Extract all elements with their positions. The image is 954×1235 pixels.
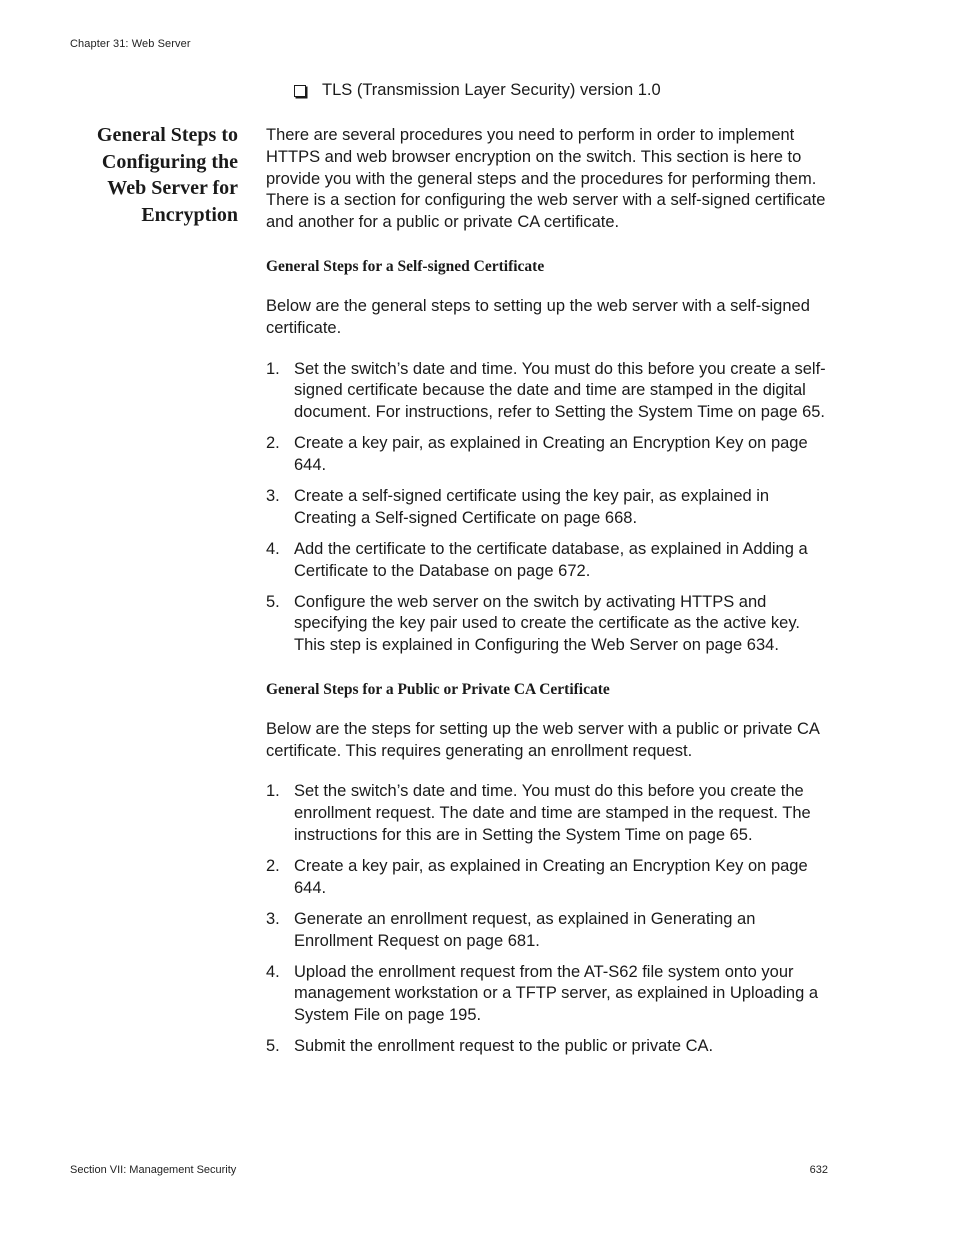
step-text: Set the switch’s date and time. You must do this before you create the enrollment request. The date and time are stamped in the request. The instructions for this are in Setting the System Time on page 65. bbox=[294, 782, 811, 845]
step-text: Create a key pair, as explained in Creating an Encryption Key on page 644. bbox=[294, 857, 808, 897]
list-item bbox=[266, 1036, 831, 1058]
step-number: 5. bbox=[266, 592, 280, 611]
running-header: Chapter 31: Web Server bbox=[70, 38, 191, 50]
step-text: Create a key pair, as explained in Creating an Encryption Key on page 644. bbox=[294, 434, 808, 474]
list-item bbox=[266, 781, 831, 846]
tls-bullet-text: TLS (Transmission Layer Security) version 1.0 bbox=[322, 81, 661, 99]
section-intro: There are several procedures you need to perform in order to implement HTTPS and web browser encryption on the switch. This section is here to provide you with the general steps and the procedures for performing them. There is a section for configuring the web server with a self-signed certificate and another for a public or private CA certificate. bbox=[266, 126, 826, 232]
step-text: Upload the enrollment request from the AT-S62 file system onto your management workstation or a TFTP server, as explained in Uploading a System File on page 195. bbox=[294, 962, 819, 1025]
list-item bbox=[266, 909, 831, 953]
step-number: 5. bbox=[266, 1037, 280, 1056]
step-number: 3. bbox=[266, 486, 280, 505]
step-number: 4. bbox=[266, 539, 280, 558]
step-number: 4. bbox=[266, 962, 280, 981]
ca-cert-steps bbox=[266, 781, 831, 1058]
tls-bullet bbox=[294, 79, 661, 101]
list-item bbox=[266, 486, 831, 530]
step-text: Generate an enrollment request, as explained in Generating an Enrollment Request on page 681. bbox=[294, 909, 756, 950]
section-heading: General Steps to Configuring the Web Server for Encryption bbox=[96, 124, 238, 226]
list-item bbox=[266, 359, 831, 424]
list-item bbox=[266, 433, 831, 477]
list-item bbox=[266, 592, 831, 657]
main-content bbox=[266, 125, 831, 1058]
list-item bbox=[266, 539, 831, 583]
step-text: Submit the enrollment request to the public or private CA. bbox=[294, 1037, 714, 1056]
page-number: 632 bbox=[809, 1164, 828, 1176]
self-signed-heading: General Steps for a Self-signed Certificate bbox=[266, 257, 545, 275]
step-number: 2. bbox=[266, 857, 280, 876]
list-item bbox=[266, 856, 831, 900]
ca-cert-intro: Below are the steps for setting up the web server with a public or private CA certificate. This requires generating an enrollment request. bbox=[266, 719, 820, 760]
step-number: 1. bbox=[266, 782, 280, 801]
list-item bbox=[266, 962, 831, 1027]
ca-cert-heading: General Steps for a Public or Private CA Certificate bbox=[266, 680, 610, 698]
step-text: Create a self-signed certificate using the key pair, as explained in Creating a Self-signed Certificate on page 668. bbox=[294, 486, 770, 527]
checkbox-icon bbox=[294, 85, 306, 97]
self-signed-steps bbox=[266, 359, 831, 657]
step-number: 1. bbox=[266, 359, 280, 378]
step-number: 3. bbox=[266, 909, 280, 928]
self-signed-intro: Below are the general steps to setting up the web server with a self-signed certificate. bbox=[266, 296, 810, 337]
step-text: Configure the web server on the switch by activating HTTPS and specifying the key pair used to create the certificate as the active key. This step is explained in Configuring the Web Server on page 634. bbox=[294, 592, 800, 655]
step-text: Add the certificate to the certificate database, as explained in Adding a Certificate to the Database on page 672. bbox=[294, 539, 808, 580]
step-text: Set the switch’s date and time. You must do this before you create a self-signed certificate because the date and time are stamped in the digital document. For instructions, refer to Setting the System Time on page 65. bbox=[294, 359, 826, 422]
step-number: 2. bbox=[266, 434, 280, 453]
footer-section: Section VII: Management Security bbox=[70, 1164, 237, 1176]
